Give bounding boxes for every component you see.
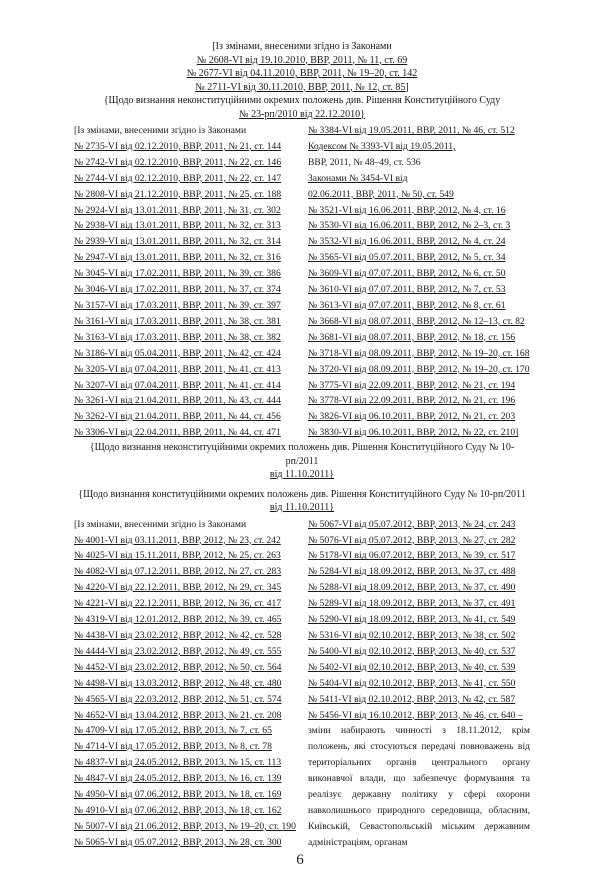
amendment-line: № 4910-VI від 07.06.2012, ВВР, 2013, № 18, ст. 162 [74,804,282,816]
amendment-line: № 4025-VI від 15.11.2011, ВВР, 2012, № 25, ст. 263 [74,550,281,562]
amendments-header [74,40,530,121]
amendment-line: № 5067-VI від 05.07.2012, ВВР, 2013, № 24, ст. 243 [308,518,516,530]
amendment-line: № 3681-VI від 08.07.2011, ВВР, 2012, № 18, ст. 156 [308,331,516,343]
amendment-line: № 4950-VI від 07.06.2012, ВВР, 2013, № 18, ст. 169 [74,789,282,801]
amendment-line: № 3521-VI від 16.06.2011, ВВР, 2012, № 4, ст. 16 [308,204,506,216]
amendment-line: [Із змінами, внесеними згідно із Законами [74,518,247,530]
amendment-line: № 5076-VI від 05.07.2012, ВВР, 2013, № 27, ст. 282 [308,534,516,546]
amendment-line: Кодексом № 3393-VI від 19.05.2011, [308,140,456,152]
left-column [74,517,296,851]
amendment-line: № 4837-VI від 24.05.2012, ВВР, 2013, № 15, ст. 113 [74,757,282,769]
amendment-line: № 2938-VI від 13.01.2011, ВВР, 2011, № 32, ст. 313 [74,220,281,232]
amendment-line: № 4652-VI від 13.04.2012, ВВР, 2013, № 21, ст. 208 [74,709,282,721]
amendment-line: № 3830-VI від 06.10.2011, ВВР, 2012, № 22, ст. 210] [308,427,519,439]
amendment-line: № 3610-VI від 07.07.2011, ВВР, 2012, № 7, ст. 53 [308,284,506,296]
court-note-line: {Щодо визнання конституційними окремих положень див. Рішення Конституційного Суду № 10-рп/2011 [78,488,526,500]
amendment-line: № 4565-VI від 22.03.2012, ВВР, 2012, № 51, ст. 574 [74,693,282,705]
amendments-columns-2 [74,517,530,851]
amendment-line: № 4452-VI від 23.02.2012, ВВР, 2012, № 50, ст. 564 [74,661,282,673]
amendments-columns-1 [74,123,530,441]
amendment-line: № 3157-VI від 17.03.2011, ВВР, 2011, № 39, ст. 397 [74,299,281,311]
amendment-line: № 4221-VI від 22.12.2011, ВВР, 2012, № 36, ст. 417 [74,598,282,610]
header-line: № 2711-VI від 30.11.2010, ВВР, 2011, № 12, ст. 85] [195,81,409,93]
amendment-line: № 3186-VI від 05.04.2011, ВВР, 2011, № 42, ст. 424 [74,347,281,359]
amendment-line: № 3045-VI від 17.02.2011, ВВР, 2011, № 39, ст. 386 [74,268,281,280]
amendment-line: № 4709-VI від 17.05.2012, ВВР, 2013, № 7, ст. 65 [74,725,272,737]
amendment-line: № 3261-VI від 21.04.2011, ВВР, 2011, № 43, ст. 444 [74,395,281,407]
amendment-line: № 5007-VI від 21.06.2012, ВВР, 2013, № 19–20, ст. 190 [74,820,296,832]
amendment-line: № 4847-VI від 24.05.2012, ВВР, 2013, № 16, ст. 139 [74,773,282,785]
amendment-line: № 3046-VI від 17.02.2011, ВВР, 2011, № 37, ст. 374 [74,284,281,296]
amendment-line: № 3306-VI від 22.04.2011, ВВР, 2011, № 44, ст. 471 [74,427,281,439]
right-column [308,123,530,441]
amendment-line: Законами № 3454-VI від [308,172,408,184]
amendment-line: № 5289-VI від 18.09.2012, ВВР, 2013, № 37, ст. 491 [308,598,516,610]
amendment-line: 02.06.2011, ВВР, 2011, № 50, ст. 549 [308,188,454,200]
amendment-line: № 3530-VI від 16.06.2011, ВВР, 2012, № 2–3, ст. 3 [308,220,511,232]
amendment-line: № 3262-VI від 21.04.2011, ВВР, 2011, № 44, ст. 456 [74,411,281,423]
amendment-line: № 5065-VI від 05.07.2012, ВВР, 2013, № 28, ст. 300 [74,836,282,848]
amendment-line: № 5288-VI від 18.09.2012, ВВР, 2013, № 37, ст. 490 [308,582,516,594]
amendment-line: № 4319-VI від 12.01.2012, ВВР, 2012, № 39, ст. 465 [74,614,282,626]
amendment-line: № 5404-VI від 02.10.2012, ВВР, 2013, № 41, ст. 550 [308,677,516,689]
amendment-line: № 3609-VI від 07.07.2011, ВВР, 2012, № 6, ст. 50 [308,268,506,280]
header-line: № 2608-VI від 19.10.2010, ВВР, 2011, № 11, ст. 69 [196,54,408,66]
amendment-line: № 4001-VI від 03.11.2011, ВВР, 2012, № 23, ст. 242 [74,534,281,546]
amendment-line: № 3161-VI від 17.03.2011, ВВР, 2011, № 38, ст. 381 [74,315,281,327]
amendment-line: № 3613-VI від 07.07.2011, ВВР, 2012, № 8, ст. 61 [308,299,506,311]
amendment-line: № 3205-VI від 07.04.2011, ВВР, 2011, № 41, ст. 413 [74,363,281,375]
header-line: [Із змінами, внесеними згідно із Законами [212,41,392,52]
amendment-line: № 3826-VI від 06.10.2011, ВВР, 2012, № 21, ст. 203 [308,411,516,423]
amendment-line: № 5411-VI від 02.10.2012, ВВР, 2013, № 42, ст. 587 [308,693,516,705]
amendment-line: № 5284-VI від 18.09.2012, ВВР, 2013, № 37, ст. 488 [308,566,516,578]
court-note-line: від 11.10.2011} [269,502,335,514]
amendment-line: № 2744-VI від 02.12.2010, ВВР, 2011, № 22, ст. 147 [74,172,282,184]
amendment-line: № 3207-VI від 07.04.2011, ВВР, 2011, № 41, ст. 414 [74,379,281,391]
amendment-line: № 4498-VI від 13.03.2012, ВВР, 2012, № 48, ст. 480 [74,677,282,689]
amendment-line: № 2939-VI від 13.01.2011, ВВР, 2011, № 32, ст. 314 [74,236,281,248]
header-line: № 23-рп/2010 від 22.12.2010} [239,108,365,120]
amendment-line: № 5456-VI від 16.10.2012, ВВР, 2013, № 46, ст. 640 – [308,709,523,721]
header-line: {Щодо визнання неконституційними окремих положень див. Рішення Конституційного Суду [103,95,501,106]
constitutional-court-notes [74,441,530,515]
amendment-line: № 5402-VI від 02.10.2012, ВВР, 2013, № 40, ст. 539 [308,661,516,673]
court-note-line: {Щодо визнання неконституційними окремих положень див. Рішення Конституційного Суду № 10-рп/2011 [89,442,515,467]
amendment-line: № 3718-VI від 08.09.2011, ВВР, 2012, № 19–20, ст. 168 [308,347,530,359]
amendment-note: зміни набирають чинності з 18.11.2012, крім положень, які стосуються передачі повноважень від територіальних органів центрального органу виконавчої влади, що забезпечує формування та реалізує державну політику у сфері охорони навколишнього природного середовища, обласним, Київській, Севастопольській міським державним адміністраціям, органам [308,725,530,848]
amendment-line: № 5316-VI від 02.10.2012, ВВР, 2013, № 38, ст. 502 [308,629,516,641]
amendment-line: ВВР, 2011, № 48–49, ст. 536 [308,156,421,168]
amendment-line: № 5178-VI від 06.07.2012, ВВР, 2013, № 39, ст. 517 [308,550,516,562]
amendment-line: № 2947-VI від 13.01.2011, ВВР, 2011, № 32, ст. 316 [74,252,281,264]
amendment-line: № 3163-VI від 17.03.2011, ВВР, 2011, № 38, ст. 382 [74,331,281,343]
left-column [74,123,296,441]
amendment-line: № 2924-VI від 13.01.2011, ВВР, 2011, № 31, ст. 302 [74,204,281,216]
amendment-line: № 2742-VI від 02.12.2010, ВВР, 2011, № 22, ст. 146 [74,156,282,168]
amendment-line: № 2808-VI від 21.12.2010, ВВР, 2011, № 25, ст. 188 [74,188,282,200]
header-line: № 2677-VI від 04.11.2010, ВВР, 2011, № 19–20, ст. 142 [186,68,418,79]
amendment-line: № 3668-VI від 08.07.2011, ВВР, 2012, № 12–13, ст. 82 [308,315,525,327]
amendment-line: № 4082-VI від 07.12.2011, ВВР, 2012, № 27, ст. 283 [74,566,282,578]
amendment-line: № 5400-VI від 02.10.2012, ВВР, 2013, № 40, ст. 537 [308,645,516,657]
amendment-line: № 3720-VI від 08.09.2011, ВВР, 2012, № 19–20, ст. 170 [308,363,530,375]
page-number: 6 [296,852,304,868]
amendment-line: № 3775-VI від 22.09.2011, ВВР, 2012, № 21, ст. 194 [308,379,516,391]
right-column [308,517,530,851]
amendment-line: № 2735-VI від 02.12.2010, ВВР, 2011, № 21, ст. 144 [74,140,282,152]
amendment-line: № 4444-VI від 23.02.2012, ВВР, 2012, № 49, ст. 555 [74,645,282,657]
amendment-line: № 3565-VI від 05.07.2011, ВВР, 2012, № 5, ст. 34 [308,252,506,264]
amendment-line: № 3532-VI від 16.06.2011, ВВР, 2012, № 4, ст. 24 [308,236,506,248]
amendment-line: № 5290-VI від 18.09.2012, ВВР, 2013, № 41, ст. 549 [308,614,516,626]
amendment-line: № 4438-VI від 23.02.2012, ВВР, 2012, № 42, ст. 528 [74,629,282,641]
amendment-line: № 3778-VI від 22.09.2011, ВВР, 2012, № 21, ст. 196 [308,395,516,407]
amendment-line: № 4714-VI від 17.05.2012, ВВР, 2013, № 8, ст. 78 [74,741,272,753]
amendment-line: № 4220-VI від 22.12.2011, ВВР, 2012, № 29, ст. 345 [74,582,282,594]
amendment-line: [Із змінами, внесеними згідно із Законами [74,125,247,136]
amendment-line: № 3384-VI від 19.05.2011, ВВР, 2011, № 46, ст. 512 [308,125,515,136]
court-note-line: від 11.10.2011} [269,469,335,481]
